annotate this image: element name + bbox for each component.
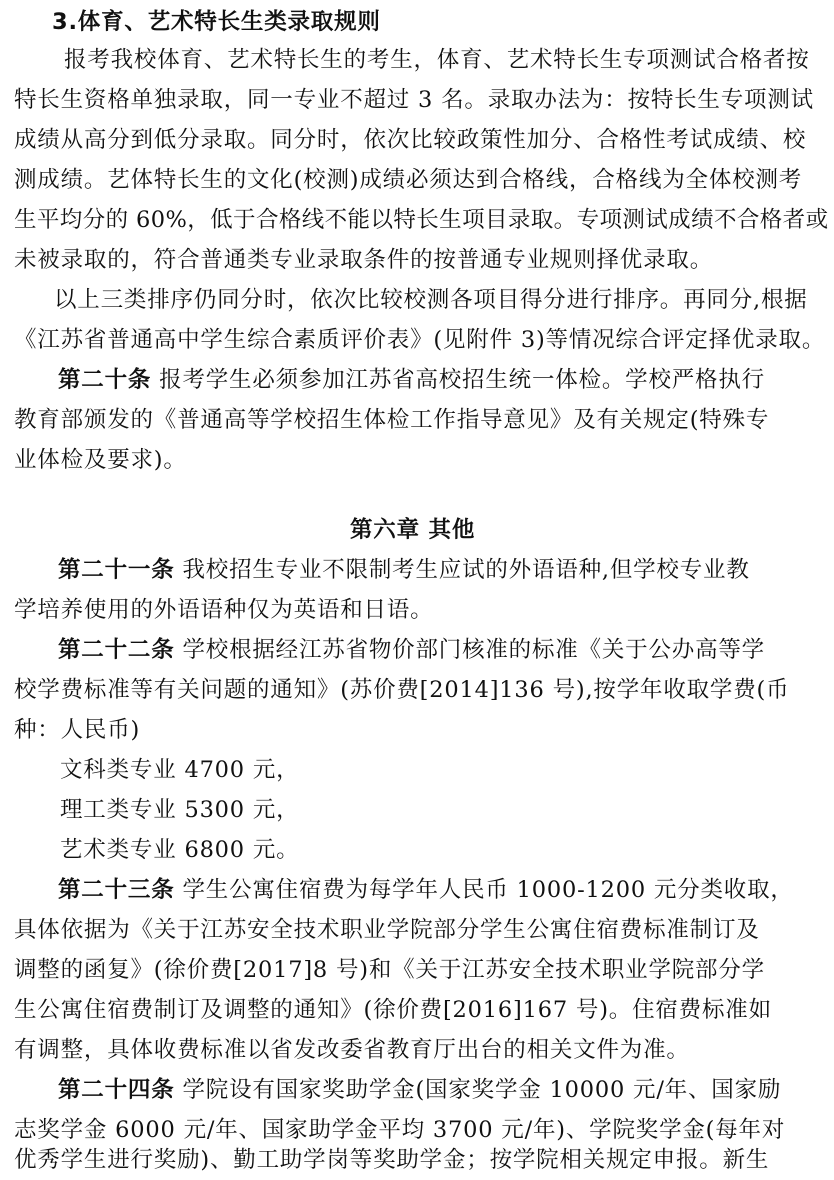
article-21-first-line <box>58 550 750 590</box>
paragraph-line: 报考我校体育、艺术特长生的考生，体育、艺术特长生专项测试合格者按 <box>64 47 810 73</box>
fee-item: 艺术类专业 6800 元。 <box>60 837 300 863</box>
article-label: 第二十一条 <box>58 557 175 583</box>
article-label: 第二十三条 <box>58 877 175 903</box>
paragraph-line: 特长生资格单独录取，同一专业不超过 3 名。录取办法为：按特长生专项测试 <box>14 87 814 113</box>
article-20-first-line <box>58 360 765 400</box>
article-label: 第二十条 <box>58 367 152 393</box>
article-24-first-line <box>58 1070 781 1110</box>
fee-item: 文科类专业 4700 元， <box>60 757 300 783</box>
paragraph-line: 种：人民币) <box>14 717 141 743</box>
paragraph-line: 成绩从高分到低分录取。同分时，依次比较政策性加分、合格性考试成绩、校 <box>14 127 807 153</box>
paragraph-line: 具体依据为《关于江苏安全技术职业学院部分学生公寓住宿费标准制订及 <box>14 917 760 943</box>
section-heading: 3.体育、艺术特长生类录取规则 <box>52 9 381 35</box>
paragraph-line: 生平均分的 60%，低于合格线不能以特长生项目录取。专项测试成绩不合格者或 <box>14 207 829 233</box>
article-text: 学生公寓住宿费为每学年人民币 1000-1200 元分类收取， <box>174 877 794 903</box>
paragraph-line: 校学费标准等有关问题的通知》(苏价费[2014]136 号),按学年收取学费(币 <box>14 677 790 703</box>
article-23-first-line <box>58 870 794 910</box>
paragraph-line: 《江苏省普通高中学生综合素质评价表》(见附件 3)等情况综合评定择优录取。 <box>14 327 826 353</box>
article-text: 我校招生专业不限制考生应试的外语语种,但学校专业教 <box>174 557 750 583</box>
paragraph-line: 学培养使用的外语语种仅为英语和日语。 <box>14 597 434 623</box>
article-label: 第二十二条 <box>58 637 175 663</box>
paragraph-line: 调整的函复》(徐价费[2017]8 号)和《关于江苏安全技术职业学院部分学 <box>14 957 765 983</box>
article-22-first-line <box>58 630 765 670</box>
article-text: 学院设有国家奖助学金(国家奖学金 10000 元/年、国家励 <box>174 1077 782 1103</box>
fee-item: 理工类专业 5300 元， <box>60 797 300 823</box>
paragraph-line: 志奖学金 6000 元/年、国家助学金平均 3700 元/年)、学院奖学金(每年对 <box>14 1117 786 1143</box>
paragraph-line: 优秀学生进行奖励)、勤工助学岗等奖助学金；按学院相关规定申报。新生 <box>14 1147 770 1173</box>
paragraph-line: 有调整，具体收费标准以省发改委省教育厅出台的相关文件为准。 <box>14 1037 690 1063</box>
article-text: 学校根据经江苏省物价部门核准的标准《关于公办高等学 <box>174 637 765 663</box>
paragraph-line: 测成绩。艺体特长生的文化(校测)成绩必须达到合格线，合格线为全体校测考 <box>14 167 803 193</box>
chapter-title: 第六章 其他 <box>350 517 476 543</box>
paragraph-line: 业体检及要求)。 <box>14 447 187 473</box>
article-text: 报考学生必须参加江苏省高校招生统一体检。学校严格执行 <box>151 367 765 393</box>
paragraph-line: 未被录取的，符合普通类专业录取条件的按普通专业规则择优录取。 <box>14 247 714 273</box>
paragraph-line: 生公寓住宿费制订及调整的通知》(徐价费[2016]167 号)。住宿费标准如 <box>14 997 772 1023</box>
paragraph-line: 教育部颁发的《普通高等学校招生体检工作指导意见》及有关规定(特殊专 <box>14 407 770 433</box>
article-label: 第二十四条 <box>58 1077 175 1103</box>
paragraph-line: 以上三类排序仍同分时，依次比较校测各项目得分进行排序。再同分,根据 <box>54 287 808 313</box>
